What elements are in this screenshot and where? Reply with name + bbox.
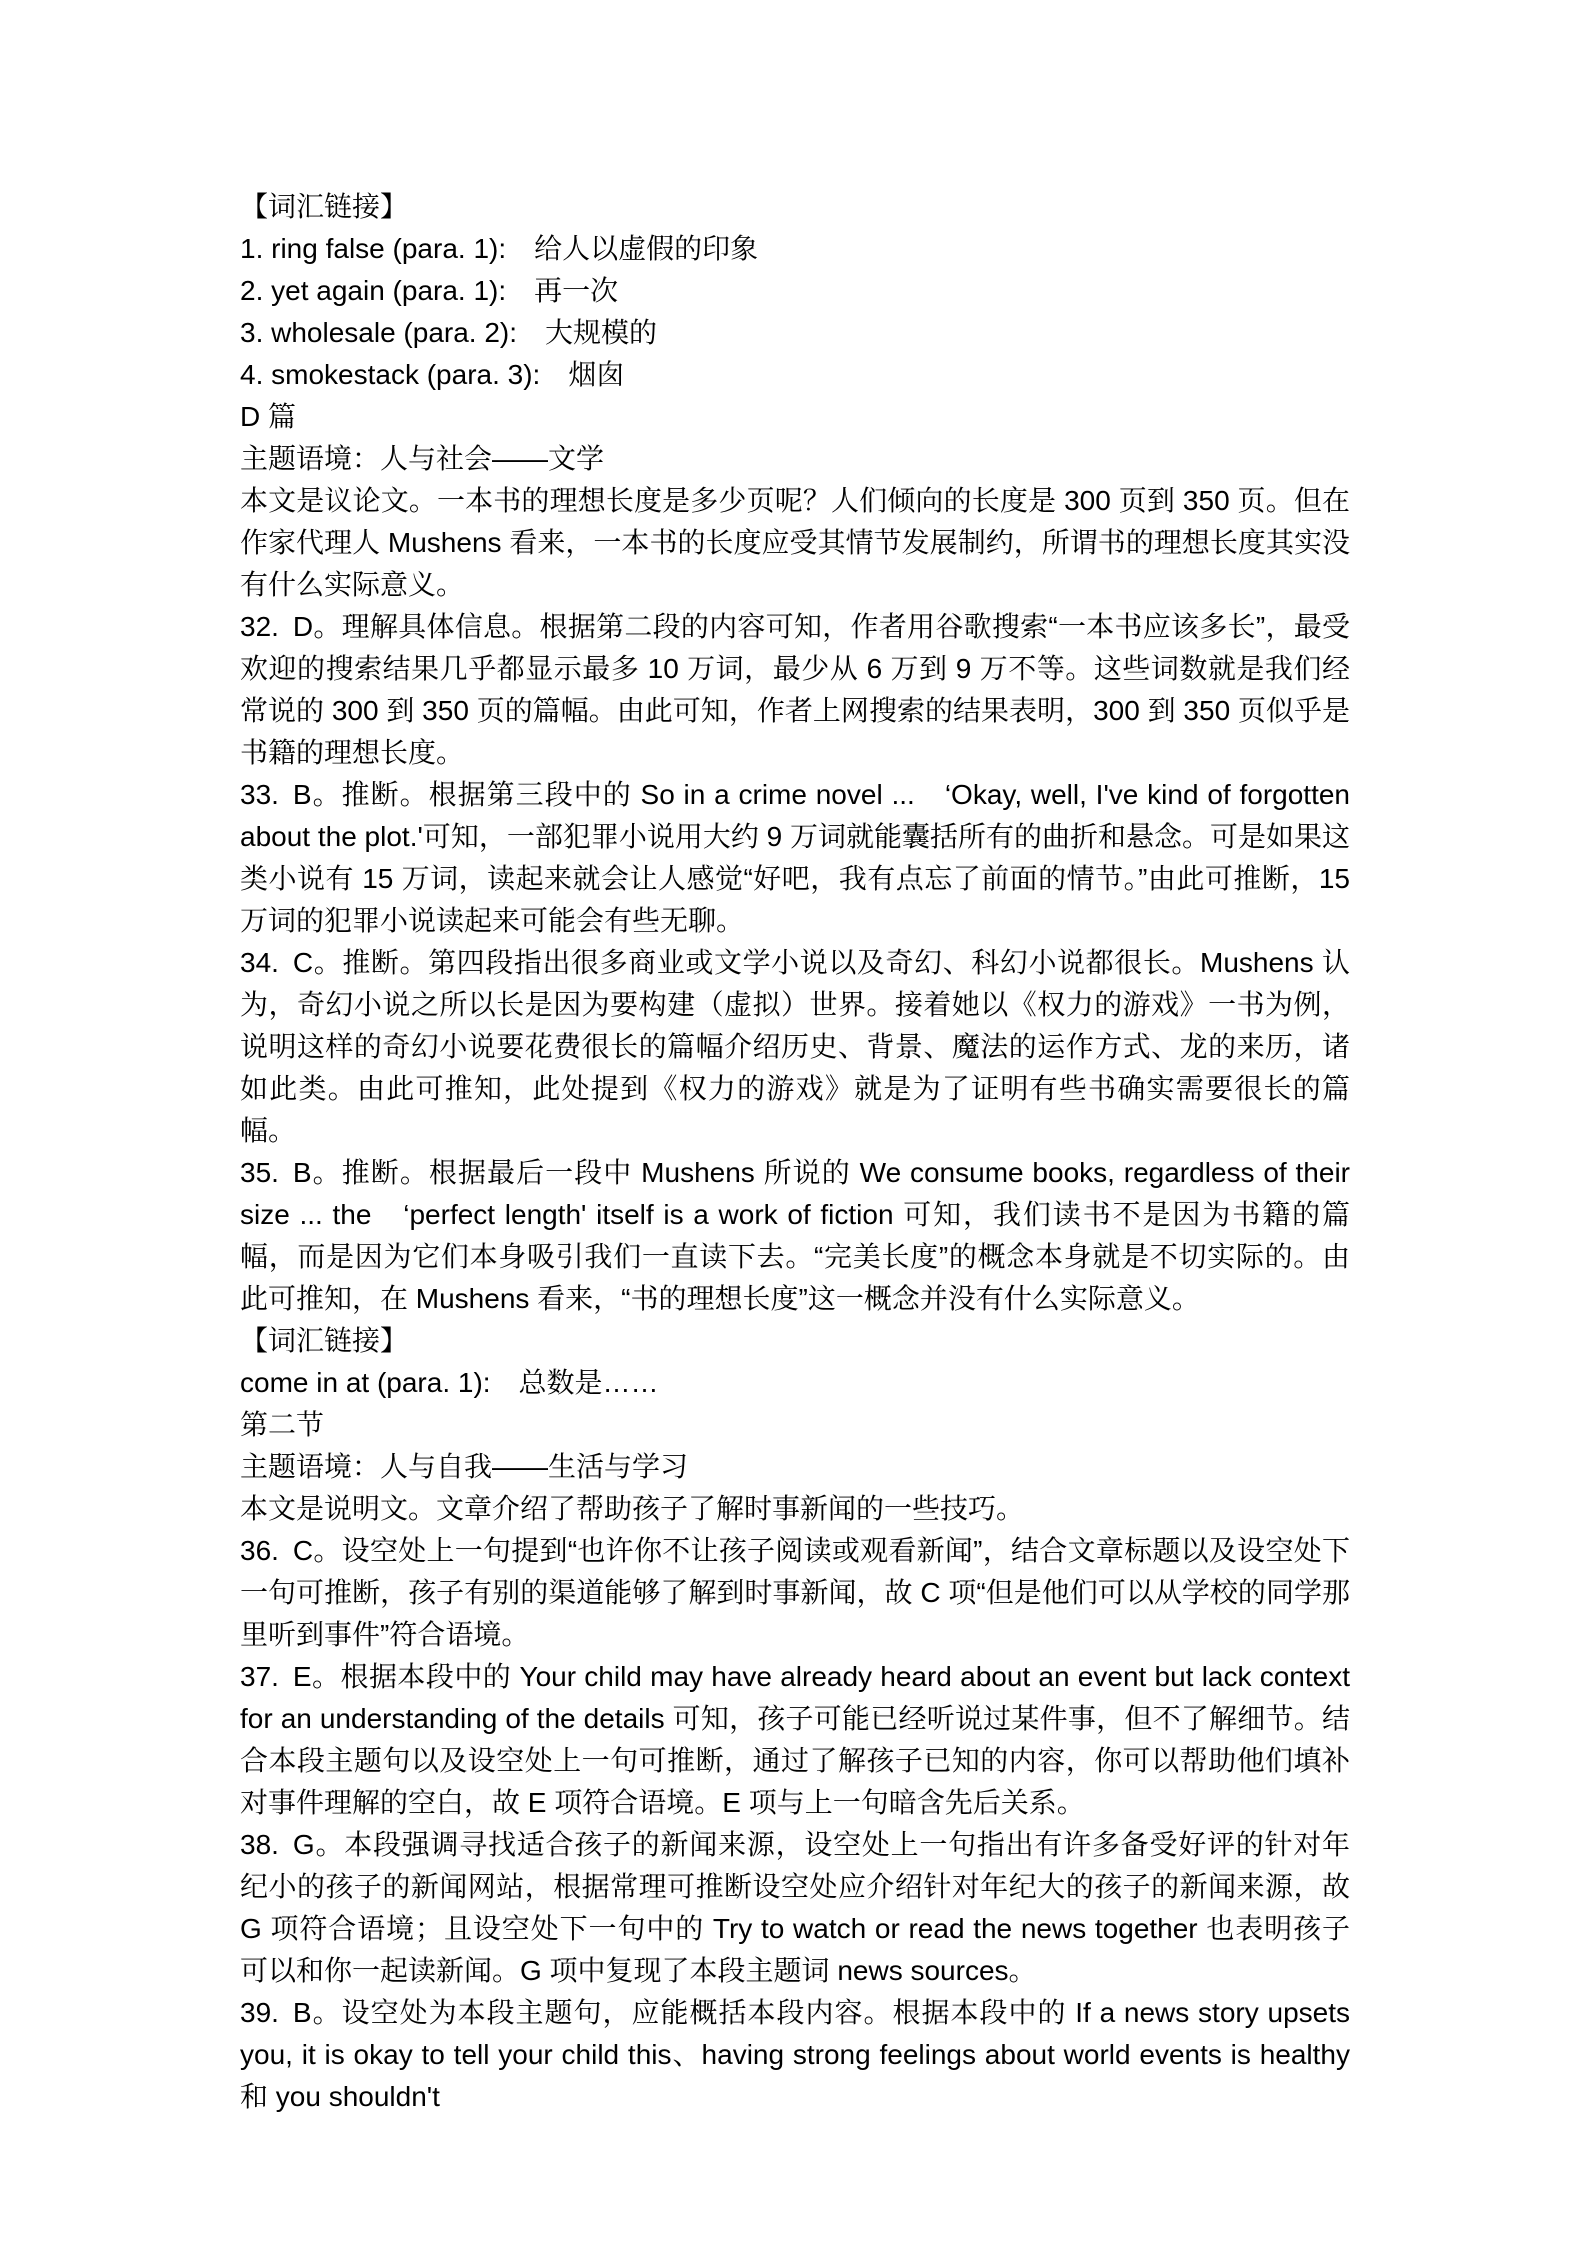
- vocab-item-4: 4. smokestack (para. 3): 烟囱: [240, 359, 625, 390]
- theme-context-passage-d: 主题语境：人与社会——文学: [240, 443, 605, 474]
- answer-explanation-33: 33. B。推断。根据第三段中的 So in a crime novel ... ‘Okay, well, I've kind of forgotten about the plot.'可知，一部犯罪小说用大约 9 万词就能囊括所有的曲折和悬念。可是如果这类小说有 15 万词，读起来就会让人感觉“好吧，我有点忘了前面的情节。”由此可推断，15 万词的犯罪小说读起来可能会有些无聊。: [240, 779, 1350, 936]
- vocab-item-1: 1. ring false (para. 1): 给人以虚假的印象: [240, 233, 759, 264]
- answer-explanation-34: 34. C。推断。第四段指出很多商业或文学小说以及奇幻、科幻小说都很长。Mushens 认为，奇幻小说之所以长是因为要构建（虚拟）世界。接着她以《权力的游戏》一书为例，说明这样的奇幻小说要花费很长的篇幅介绍历史、背景、魔法的运作方式、龙的来历，诸如此类。由此可推知，此处提到《权力的游戏》就是为了证明有些书确实需要很长的篇幅。: [240, 947, 1350, 1146]
- vocab-item-come-in-at: come in at (para. 1): 总数是……: [240, 1367, 659, 1398]
- vocab-link-heading-2: 【词汇链接】: [240, 1325, 409, 1356]
- answer-explanation-32: 32. D。理解具体信息。根据第二段的内容可知，作者用谷歌搜索“一本书应该多长”，最受欢迎的搜索结果几乎都显示最多 10 万词，最少从 6 万到 9 万不等。这些词数就是我们经常说的 300 到 350 页的篇幅。由此可知，作者上网搜索的结果表明，300 到 350 页似乎是书籍的理想长度。: [240, 611, 1350, 768]
- section-2-summary: 本文是说明文。文章介绍了帮助孩子了解时事新闻的一些技巧。: [240, 1493, 1025, 1524]
- theme-context-section-2: 主题语境：人与自我——生活与学习: [240, 1451, 689, 1482]
- answer-explanation-38: 38. G。本段强调寻找适合孩子的新闻来源，设空处上一句指出有许多备受好评的针对年纪小的孩子的新闻网站，根据常理可推断设空处应介绍针对年纪大的孩子的新闻来源，故 G 项符合语境；且设空处下一句中的 Try to watch or read the news together 也表明孩子可以和你一起读新闻。G 项中复现了本段主题词 news sources。: [240, 1829, 1350, 1986]
- document-text-block: [240, 186, 1350, 2118]
- vocab-item-3: 3. wholesale (para. 2): 大规模的: [240, 317, 658, 348]
- answer-explanation-39: 39. B。设空处为本段主题句，应能概括本段内容。根据本段中的 If a news story upsets you, it is okay to tell your child this、having strong feelings about world events is healthy 和 you shouldn't: [240, 1997, 1350, 2112]
- vocab-link-heading: 【词汇链接】: [240, 191, 409, 222]
- answer-explanation-37: 37. E。根据本段中的 Your child may have already heard about an event but lack context for an understanding of the details 可知，孩子可能已经听说过某件事，但不了解细节。结合本段主题句以及设空处上一句可推断，通过了解孩子已知的内容，你可以帮助他们填补对事件理解的空白，故 E 项符合语境。E 项与上一句暗含先后关系。: [240, 1661, 1350, 1818]
- answer-explanation-36: 36. C。设空处上一句提到“也许你不让孩子阅读或观看新闻”，结合文章标题以及设空处下一句可推断，孩子有别的渠道能够了解到时事新闻，故 C 项“但是他们可以从学校的同学那里听到事件”符合语境。: [240, 1535, 1350, 1650]
- vocab-item-2: 2. yet again (para. 1): 再一次: [240, 275, 619, 306]
- passage-d-summary: 本文是议论文。一本书的理想长度是多少页呢？人们倾向的长度是 300 页到 350 页。但在作家代理人 Mushens 看来，一本书的长度应受其情节发展制约，所谓书的理想长度其实没有什么实际意义。: [240, 485, 1350, 600]
- section-2-label: 第二节: [240, 1409, 325, 1440]
- passage-d-label: D 篇: [240, 401, 297, 432]
- answer-explanation-35: 35. B。推断。根据最后一段中 Mushens 所说的 We consume books, regardless of their size ... the ‘perfect length' itself is a work of fiction 可知，我们读书不是因为书籍的篇幅，而是因为它们本身吸引我们一直读下去。“完美长度”的概念本身就是不切实际的。由此可推知，在 Mushens 看来，“书的理想长度”这一概念并没有什么实际意义。: [240, 1157, 1350, 1314]
